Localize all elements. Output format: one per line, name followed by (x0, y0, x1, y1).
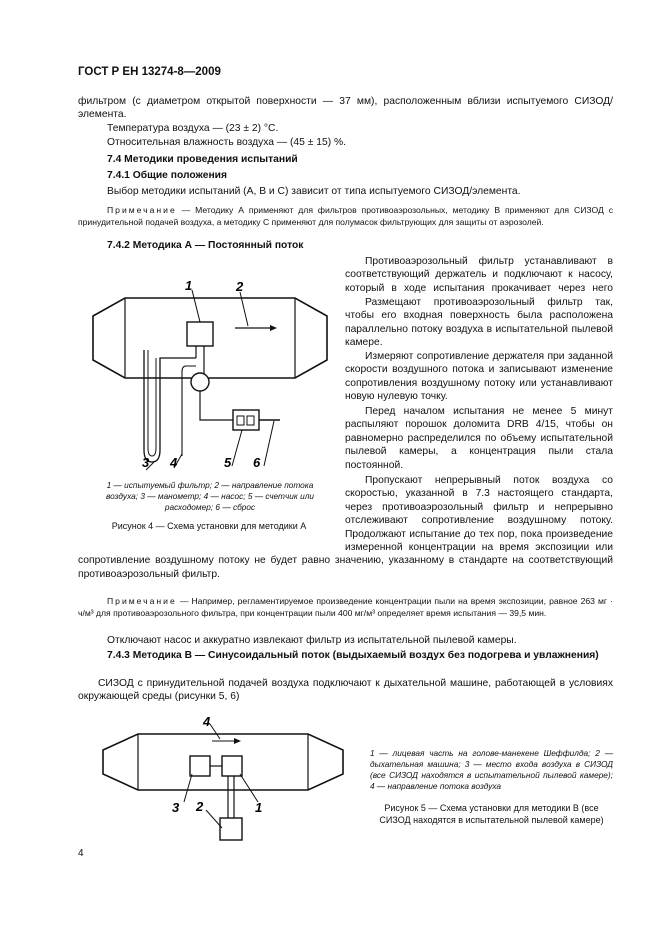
pump-to-meter-line (200, 391, 233, 420)
label-1: 1 (185, 278, 193, 293)
paragraph-filter-placement: Размещают противоаэрозольный фильтр так, чтобы его входная поверхность была расположена параллельно потоку воздуха в испытательной пылевой камере. (345, 297, 613, 349)
pump (191, 373, 209, 391)
note-text: — Методику А применяют для фильтров противоаэрозольных, методику В применяют для СИЗОД с принудительной подачей воздуха, а методику С применяют для полумасок фильтрующих для защиты от аэрозолей. (78, 205, 613, 227)
leader-1 (192, 290, 200, 322)
paragraph-pump-off: Отключают насос и аккуратно извлекают фильтр из испытательной пылевой камеры. (107, 635, 517, 646)
label-2: 2 (236, 279, 244, 294)
note-label-2: Примечание (107, 596, 177, 606)
flow-arrow-b-head (234, 738, 241, 744)
label-b-3: 3 (172, 800, 180, 815)
leader-5 (232, 430, 242, 466)
breathing-machine (220, 818, 242, 840)
label-5: 5 (224, 455, 232, 470)
leader-b-3 (184, 774, 192, 802)
paragraph-filter: фильтром (с диаметром открытой поверхности — 37 мм), расположенным вблизи испытуемого СИЗОД/элемента. (78, 96, 613, 121)
section-7-4-2-title: 7.4.2 Методика А — Постоянный поток (107, 240, 304, 251)
manometer-tube-outer (144, 350, 196, 462)
figure-5-legend: 1 — лицевая часть на голове-манекене Шеффилда; 2 — дыхательная машина; 3 — место входа воздуха в СИЗОД (все СИЗОД находятся в испытательной пылевой камере); 4 — направление потока воздуха (370, 748, 613, 791)
leader-b-1 (240, 774, 258, 802)
leader-2 (240, 292, 248, 326)
leader-6 (264, 421, 274, 466)
page-number: 4 (78, 848, 84, 859)
note-7-4-1 (78, 205, 613, 228)
section-7-4-title: 7.4 Методики проведения испытаний (107, 154, 298, 165)
leader-b-4 (210, 724, 220, 739)
figure-5-caption: Рисунок 5 — Схема установки для методики В (все СИЗОД находятся в испытательной пылевой камере) (379, 803, 604, 825)
label-b-4: 4 (203, 714, 211, 729)
face-piece (222, 756, 242, 776)
label-6: 6 (253, 455, 261, 470)
paragraph-dust-spray: Перед началом испытания не менее 5 минут распыляют порошок доломита DRB 4/15, чтобы он равномерно распределился по объему испытательной пылевой камеры, а концентрация пыли стала постоянной. (345, 406, 613, 471)
figure-4-caption: Рисунок 4 — Схема установки для методики А (111, 521, 307, 531)
air-inlet (190, 756, 210, 776)
paragraph-continuous-flow-text: Пропускают непрерывный поток воздуха со скоростью, указанной в 7.3 настоящего стандарта, через противоаэрозольный фильтр и непрерывно отслеживают сопротивление воздушному потоку. Продолжают испытание до тех пор, пока произведение измеренной концентрации на время экспозиции или сопротивление воздушному потоку не будет равно значению, указанному в стандарте на соответствующий противоаэрозольный фильтр. (78, 475, 613, 580)
flow-arrow-head (270, 325, 277, 331)
figure-4-diagram (90, 276, 340, 476)
label-3: 3 (142, 455, 150, 470)
paragraph-method-a-intro-text: Противоаэрозольный фильтр устанавливают в соответствующий держатель и подключают к насосу, который в ходе испытания прокачивает через него (345, 256, 613, 294)
section-7-4-1-title: 7.4.1 Общие положения (107, 170, 227, 181)
section-7-4-3-title: 7.4.3 Методика В — Синусоидальный поток (выдыхаемый воздух без подогрева и увлажнения) (107, 650, 599, 661)
label-b-1: 1 (255, 800, 263, 815)
note-7-4-2 (78, 596, 613, 619)
note-text-2: — Например, регламентируемое произведение концентрации пыли на время экспозиции, равное 263 мг · ч/м³ для противоаэрозольного фильтра, при концентрации пыли 400 мг/м³ определяет время испытания — 39,5 мин. (78, 596, 613, 618)
page-header: ГОСТ Р ЕН 13274-8—2009 (78, 66, 221, 78)
paragraph-resistance: Измеряют сопротивление держателя при заданной скорости воздушного потока и записывают изменение сопротивления воздушному потоку или устанавливают новую нулевую точку. (345, 351, 613, 403)
figure-5-diagram (100, 712, 350, 844)
test-filter (187, 322, 213, 346)
figure-4-legend: 1 — испытуемый фильтр; 2 — направление потока воздуха; 3 — манометр; 4 — насос; 5 — счетчик или расходомер; 6 — сброс (106, 480, 314, 512)
label-4: 4 (170, 455, 178, 470)
paragraph-temperature: Температура воздуха — (23 ± 2) °С. (107, 123, 279, 134)
section-7-4-1-text: Выбор методики испытаний (А, В и С) зависит от типа испытуемого СИЗОД/элемента. (107, 186, 521, 197)
paragraph-humidity: Относительная влажность воздуха — (45 ± 15) %. (107, 137, 347, 148)
manometer-tube-inner (148, 350, 156, 456)
paragraph-method-b-intro: СИЗОД с принудительной подачей воздуха подключают к дыхательной машине, работающей в условиях окружающей среды (рисунки 5, 6) (78, 678, 613, 703)
note-label: Примечание (107, 205, 177, 215)
label-b-2: 2 (196, 799, 204, 814)
